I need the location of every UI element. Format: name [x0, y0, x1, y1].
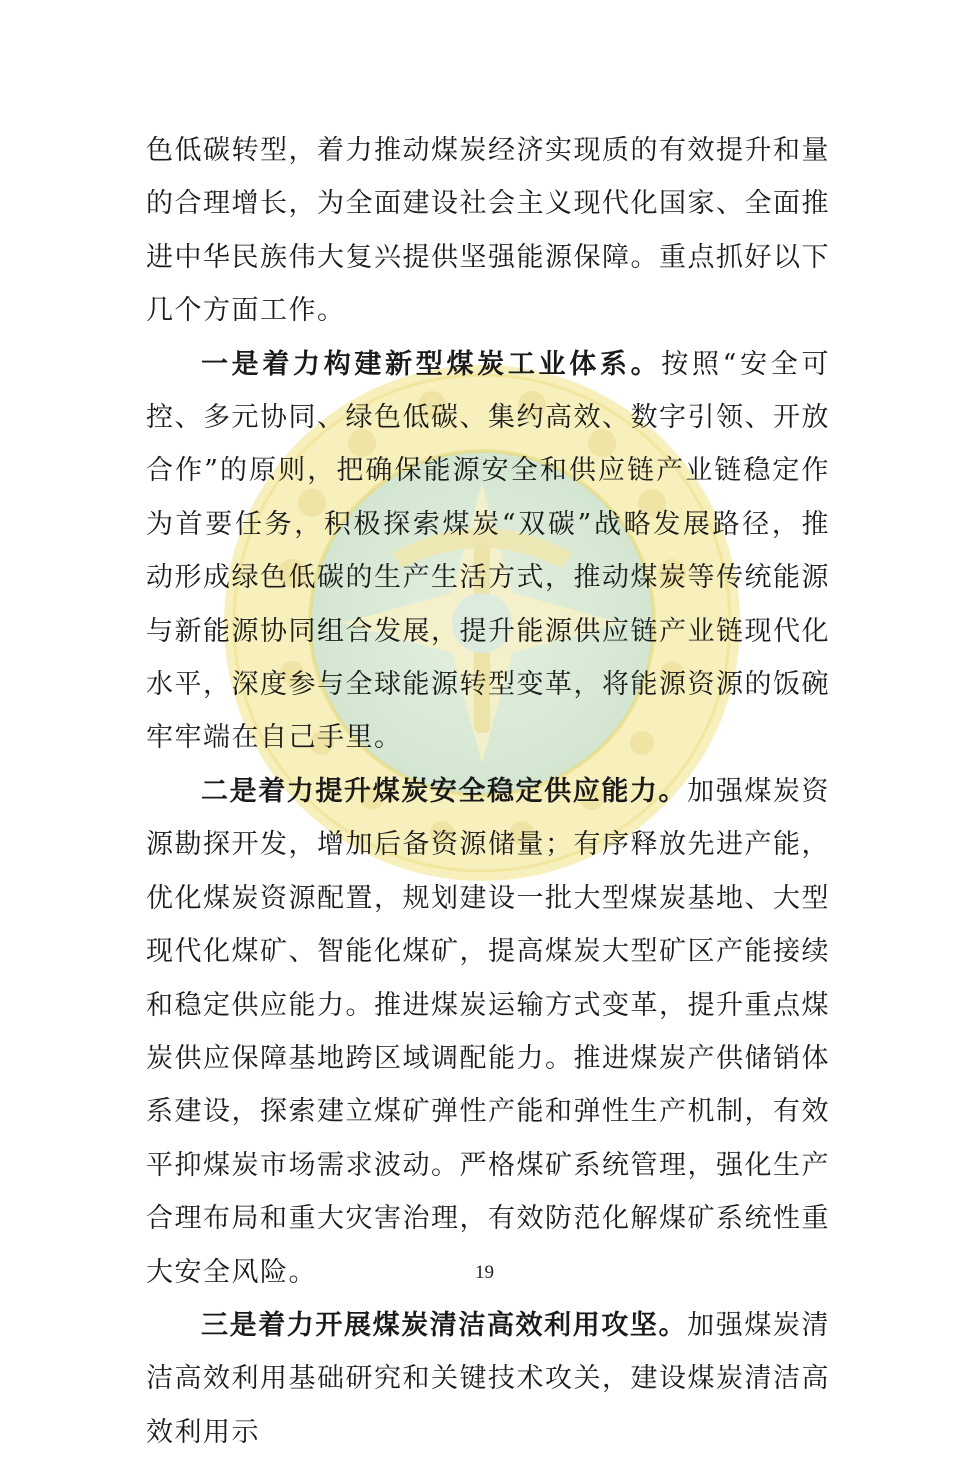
body-text [146, 124, 830, 1459]
paragraph-3-text: 加强煤炭资源勘探开发，增加后备资源储量；有序释放先进产能，优化煤炭资源配置，规划建设一批大型煤炭基地、大型现代化煤矿、智能化煤矿，提高煤炭大型矿区产能接续和稳定供应能力。推进煤炭运输方式变革，提升重点煤炭供应保障基地跨区域调配能力。推进煤炭产供储销体系建设，探索建立煤矿弹性产能和弹性生产机制，有效平抑煤炭市场需求波动。严格煤矿系统管理，强化生产合理布局和重大灾害治理，有效防范化解煤矿系统性重大安全风险。 [146, 775, 831, 1288]
paragraph-2-text: 按照“安全可控、多元协同、绿色低碳、集约高效、数字引领、开放合作”的原则，把确保能源安全和供应链产业链稳定作为首要任务，积极探索煤炭“双碳”战略发展路径，推动形成绿色低碳的生产生活方式，推动煤炭等传统能源与新能源协同组合发展，提升能源供应链产业链现代化水平，深度参与全球能源转型变革，将能源资源的饭碗牢牢端在自己手里。 [146, 348, 830, 754]
paragraph-4 [146, 1299, 830, 1459]
paragraph-1-text: 色低碳转型，着力推动煤炭经济实现质的有效提升和量的合理增长，为全面建设社会主义现代化国家、全面推进中华民族伟大复兴提供坚强能源保障。重点抓好以下几个方面工作。 [146, 135, 830, 327]
paragraph-2-lead: 一是着力构建新型煤炭工业体系。 [201, 348, 662, 380]
paragraph-1 [146, 124, 830, 338]
paragraph-2 [146, 338, 830, 765]
paragraph-4-text: 加强煤炭清洁高效利用基础研究和关键技术攻关，建设煤炭清洁高效利用示 [146, 1309, 831, 1448]
page-number: 19 [475, 1262, 494, 1283]
paragraph-4-lead: 三是着力开展煤炭清洁高效利用攻坚。 [201, 1309, 688, 1341]
paragraph-3 [146, 765, 830, 1299]
paragraph-3-lead: 二是着力提升煤炭安全稳定供应能力。 [201, 775, 688, 807]
